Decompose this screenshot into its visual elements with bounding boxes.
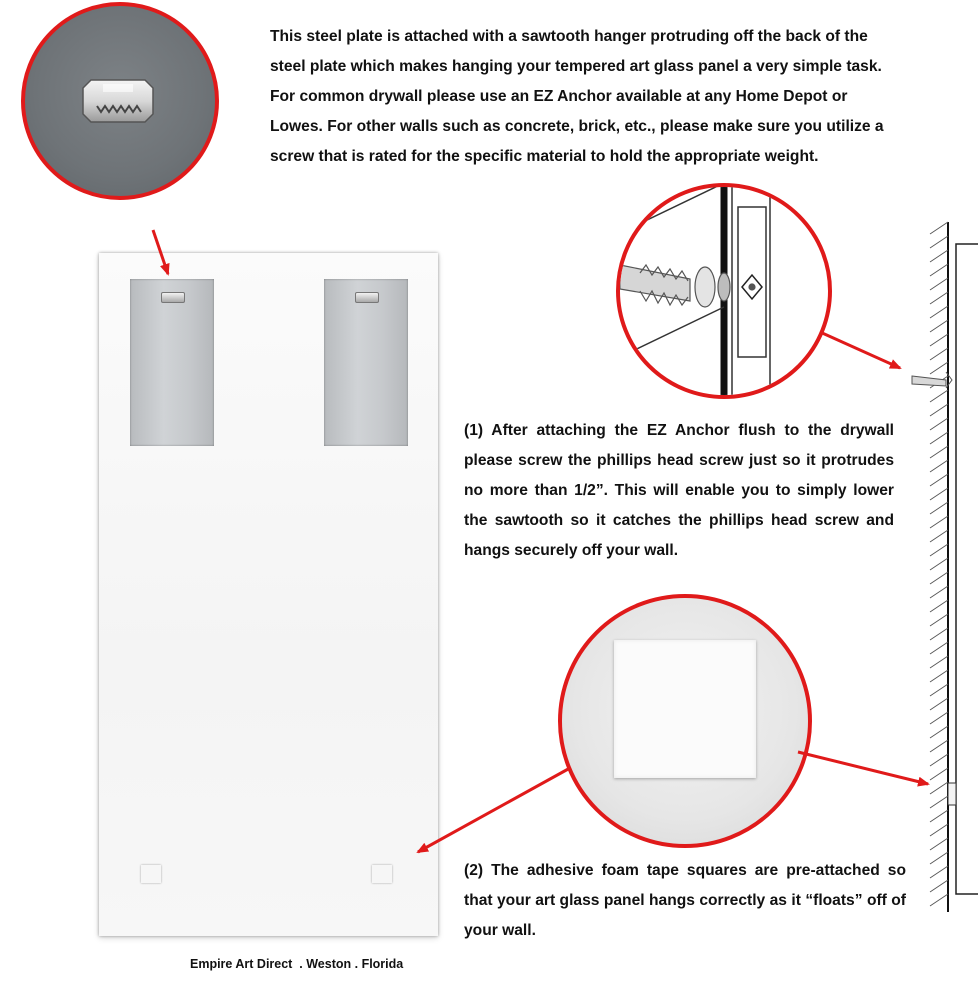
arrow-to-wall-foam bbox=[798, 752, 928, 784]
step-2-instructions: (2) The adhesive foam tape squares are pre-attached so that your art glass panel hangs correctly as it “floats” off of your wall. bbox=[464, 862, 906, 939]
arrow-to-sawtooth bbox=[153, 230, 168, 274]
step-1-instructions: (1) After attaching the EZ Anchor flush to the drywall please screw the phillips head screw just so it protrudes no more than 1/2”. This will enable you to simply lower the sawtooth so it catches the phillips head screw and hangs securely off your wall. bbox=[464, 422, 894, 559]
intro-instructions: This steel plate is attached with a sawtooth hanger protruding off the back of the steel plate which makes hanging your tempered art glass panel a very simple task. For common drywall please use an EZ Anchor available at any Home Depot or Lowes. For other walls such as concrete, brick, etc., please make sure you utilize a screw that is rated for the specific material to hold the appropriate weight. bbox=[270, 28, 884, 165]
arrow-to-wall-screw bbox=[820, 332, 900, 368]
company-footer: Empire Art Direct . Weston . Florida bbox=[190, 957, 404, 971]
arrow-to-panel-foam bbox=[418, 768, 570, 852]
mini-anchor-screw-icon bbox=[912, 372, 952, 388]
wall-side-view bbox=[912, 222, 978, 912]
